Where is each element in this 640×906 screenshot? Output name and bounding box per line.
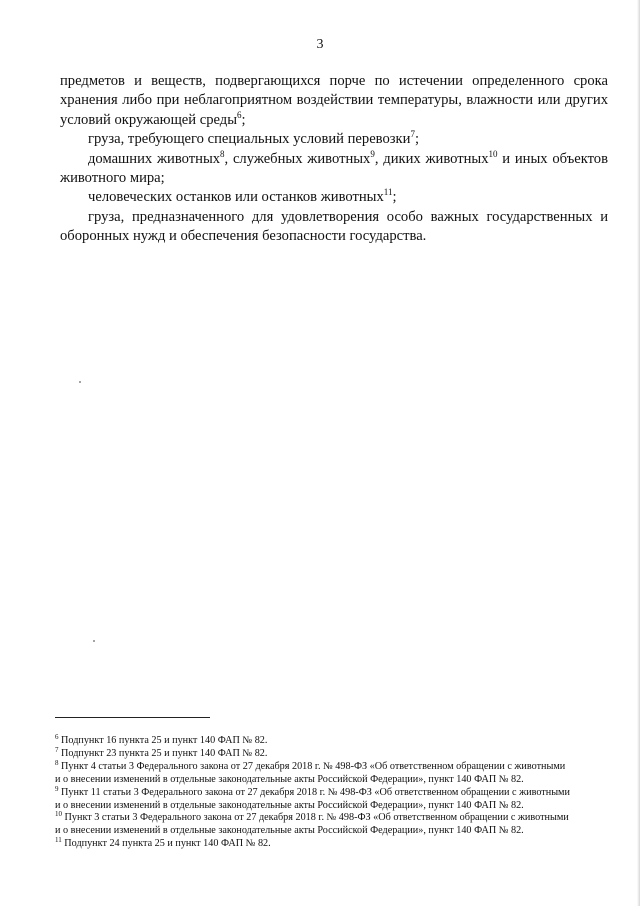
paragraph-state-cargo	[60, 208, 608, 247]
paragraph-text: , служебных животных	[224, 150, 371, 167]
paragraph-text: груза, требующего специальных условий перевозки	[88, 131, 411, 148]
scan-speck	[79, 381, 81, 383]
paragraph-text: , диких животных	[374, 150, 489, 167]
scan-speck	[93, 640, 95, 642]
paragraph-animals	[60, 150, 608, 189]
paragraph-tail: ;	[241, 111, 246, 128]
footnote-6	[55, 735, 615, 748]
footnote-text: Подпункт 16 пункта 25 и пункт 140 ФАП № 82.	[61, 735, 268, 746]
footnote-text: Пункт 4 статьи 3 Федерального закона от 27 декабря 2018 г. № 498-ФЗ «Об ответственном обращении с животными	[61, 760, 566, 772]
paragraph-remains	[60, 188, 608, 207]
paragraph-text: груза, предназначенного для удовлетворения особо важных государственных и оборонных нужд и обеспечения безопасности государства.	[60, 208, 608, 245]
footnote-text-continued: и о внесении изменений в отдельные законодательные акты Российской Федерации», пункт 140 ФАП № 82.	[55, 799, 524, 811]
footnote-text: Пункт 3 статьи 3 Федерального закона от 27 декабря 2018 г. № 498-ФЗ «Об ответственном обращении с животными	[64, 812, 569, 824]
body-text	[60, 72, 608, 247]
paragraph-text: предметов и веществ, подвергающихся порче по истечении определенного срока хранения либо при неблагоприятном воздействии температуры, влажности или других условий окружающей среды	[60, 73, 608, 128]
footnote-ref: 6	[237, 109, 242, 120]
footnote-text: Подпункт 23 пункта 25 и пункт 140 ФАП № 82.	[61, 747, 268, 759]
paragraph-text: домашних животных	[88, 150, 221, 167]
footnote-number: 6	[55, 733, 59, 741]
footnote-number: 8	[55, 758, 59, 767]
footnote-text: Подпункт 24 пункта 25 и пункт 140 ФАП № 82.	[64, 838, 271, 850]
footnote-7	[55, 745, 615, 761]
footnote-10	[55, 812, 615, 838]
footnote-number: 9	[55, 784, 59, 793]
footnote-9	[55, 784, 615, 813]
footnote-number: 7	[55, 745, 59, 754]
footnotes	[55, 735, 615, 851]
footnote-8	[55, 758, 615, 787]
footnote-text: Пункт 11 статьи 3 Федерального закона от 27 декабря 2018 г. № 498-ФЗ «Об ответственном обращении с животными	[61, 786, 570, 798]
footnote-ref: 10	[488, 148, 498, 159]
footnote-separator	[55, 717, 210, 718]
footnote-text-continued: и о внесении изменений в отдельные законодательные акты Российской Федерации», пункт 140 ФАП № 82.	[55, 825, 524, 837]
page-number: 3	[316, 37, 324, 52]
footnote-text-continued: и о внесении изменений в отдельные законодательные акты Российской Федерации», пункт 140 ФАП № 82.	[55, 773, 524, 785]
footnote-11	[55, 838, 615, 851]
footnote-ref: 9	[370, 148, 375, 159]
paragraph-perishable-goods	[60, 72, 608, 130]
paragraph-special-cargo	[60, 130, 608, 149]
footnote-number: 10	[55, 810, 62, 819]
paragraph-tail: ;	[414, 131, 419, 148]
paragraph-tail: ;	[392, 189, 397, 206]
footnote-ref: 7	[410, 129, 415, 140]
footnote-ref: 8	[220, 148, 225, 159]
footnote-number: 11	[55, 836, 62, 845]
footnote-ref: 11	[383, 187, 393, 198]
paragraph-text: и иных объектов животного мира;	[60, 150, 608, 187]
paragraph-text: человеческих останков или останков животных	[88, 189, 384, 206]
